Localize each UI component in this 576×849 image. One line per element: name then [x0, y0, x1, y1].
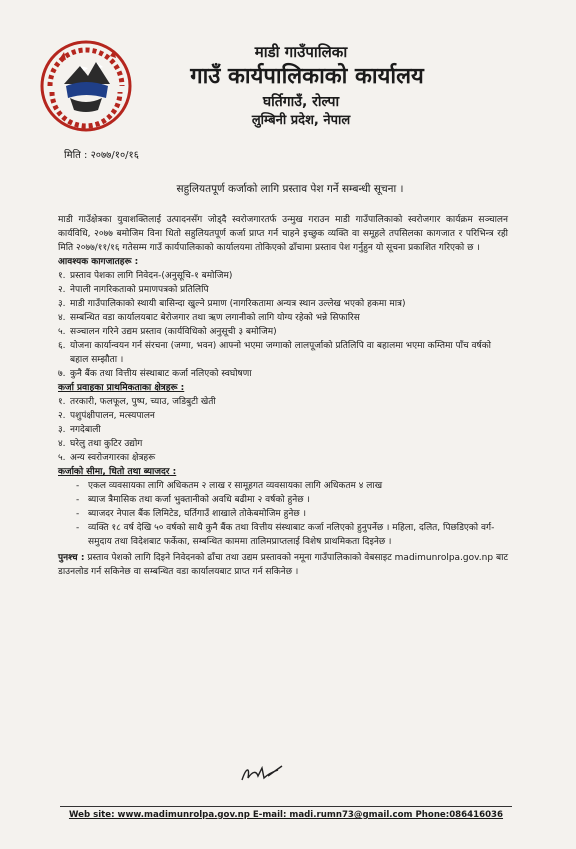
- list-item: ७. कुनै बैंक तथा वित्तीय संस्थाबाट कर्जा नलिएको स्वघोषणा: [58, 369, 252, 379]
- list-item: ६. योजना कार्यान्वयन गर्न संरचना (जग्गा, भवन) आफ्नो भएमा जग्गाको लालपूर्जाको प्रतिलिपि वा बहालमा भएमा कम्तिमा पाँच वर्षको बहाल सम्झौता ।: [58, 341, 492, 365]
- priority-heading: कर्जा प्रवाहका प्राथमिकताका क्षेत्रहरू :: [58, 383, 185, 393]
- list-item: ४. सम्बन्धित वडा कार्यालयबाट बेरोजगार तथा ऋण लगानीको लागि योग्य रहेको भन्ने सिफारिस: [58, 313, 360, 323]
- office-location: घर्तिगाउँ, रोल्पा: [262, 94, 340, 110]
- list-item: १. प्रस्ताव पेशका लागि निवेदन-(अनुसूचि-१ बमोजिम): [58, 271, 233, 281]
- documents-heading: आवश्यक कागजातहरू :: [58, 257, 139, 267]
- footer-divider: [60, 806, 512, 807]
- limits-heading: कर्जाको सीमा, धितो तथा ब्याजदर :: [58, 467, 177, 477]
- list-item: ५. अन्य स्वरोजगारका क्षेत्रहरू: [58, 453, 156, 463]
- postscript: [58, 551, 508, 579]
- list-item: २. नेपाली नागरिकताको प्रमाणपत्रको प्रतिलिपि: [58, 285, 209, 295]
- list-item: ३. नगदेबाली: [58, 425, 101, 435]
- list-item: - ब्याजदर नेपाल बैंक लिमिटेड, घर्तिगाउँ शाखाले तोकेबमोजिम हुनेछ ।: [76, 509, 307, 519]
- signature: [238, 758, 288, 788]
- nepal-government-emblem-icon: [40, 40, 132, 132]
- office-name: गाउँ कार्यपालिकाको कार्यालय: [190, 64, 424, 89]
- documents-list: [58, 269, 508, 381]
- list-item: - व्यक्ति १८ वर्ष देखि ५० वर्षको साथै कुनै बैंक तथा वित्तीय संस्थाबाट कर्जा नलिएको हुनुपर्नेछ । महिला, दलित, पिछडिएको वर्ग-समुदाय तथा विदेशबाट फर्केका, सम्बन्धित काममा तालिमप्राप्तलाई विशेष प्राथमिकता दिइनेछ ।: [76, 523, 495, 547]
- list-item: ५. सञ्चालन गरिने उद्यम प्रस्ताव (कार्यविधिको अनुसूची ३ बमोजिम): [58, 327, 277, 337]
- list-item: १. तरकारी, फलफूल, पुष्प, च्याउ, जडिबुटी खेती: [58, 397, 216, 407]
- list-item: २. पशुपंक्षीपालन, मत्स्यपालन: [58, 411, 155, 421]
- province-name: लुम्बिनी प्रदेश, नेपाल: [251, 113, 351, 128]
- list-item: ४. घरेलु तथा कुटिर उद्योग: [58, 439, 143, 449]
- notice-body: [58, 213, 508, 579]
- notice-date: मिति : २०७७/१०/१६: [64, 150, 139, 161]
- limits-list: [58, 479, 508, 549]
- list-item: ३. माडी गाउँपालिकाको स्थायी बासिन्दा खुल्ने प्रमाण (नागरिकतामा अन्यत्र स्थान उल्लेख भएको हकमा मात्र): [58, 299, 406, 309]
- footer-contact: Web site: www.madimunrolpa.gov.np E-mail: madi.rumn73@gmail.com Phone:086416036: [68, 810, 504, 820]
- priority-list: [58, 395, 508, 465]
- postscript-text: प्रस्ताव पेशको लागि दिइने निवेदनको ढाँचा तथा उद्यम प्रस्तावको नमूना गाउँपालिकाको वेबसाइट madimunrolpa.gov.np बाट डाउनलोड गर्न सकिनेछ वा सम्बन्धित वडा कार्यालयबाट प्राप्त गर्न सकिनेछ ।: [58, 553, 508, 577]
- notice-subject: सहुलियतपूर्ण कर्जाको लागि प्रस्ताव पेश गर्ने सम्बन्धी सूचना ।: [176, 183, 404, 195]
- list-item: - ब्याज त्रैमासिक तथा कर्जा भुक्तानीको अवधि बढीमा २ वर्षको हुनेछ ।: [76, 495, 310, 505]
- intro-paragraph: माडी गाउँक्षेत्रका युवाशक्तिलाई उत्पादनसँग जोड्दै स्वरोजगारतर्फ उन्मुख गराउन माडी गाउँपालिकाको स्वरोजगार कार्यक्रम सञ्चालन कार्यविधि, २०७७ बमोजिम विना धितो सहुलियतपूर्ण कर्जा प्राप्त गर्न चाहने इच्छुक व्यक्ति वा समूहले तपसिलका कागजात र परिभिन्त्र रही मिति २०७७/११/१६ गतेसम्म गाउँ कार्यपालिकाको कार्यालयमा तोकिएको ढाँचामा प्रस्ताव पेश गर्नुहुन यो सूचना प्रकाशित गरिएको छ ।: [58, 215, 508, 253]
- postscript-label: पुनश्च :: [58, 553, 85, 563]
- list-item: - एकल व्यवसायका लागि अधिकतम २ लाख र सामूहगत व्यवसायका लागि अधिकतम ४ लाख: [76, 481, 383, 491]
- municipality-name: माडी गाउँपालिका: [254, 43, 348, 61]
